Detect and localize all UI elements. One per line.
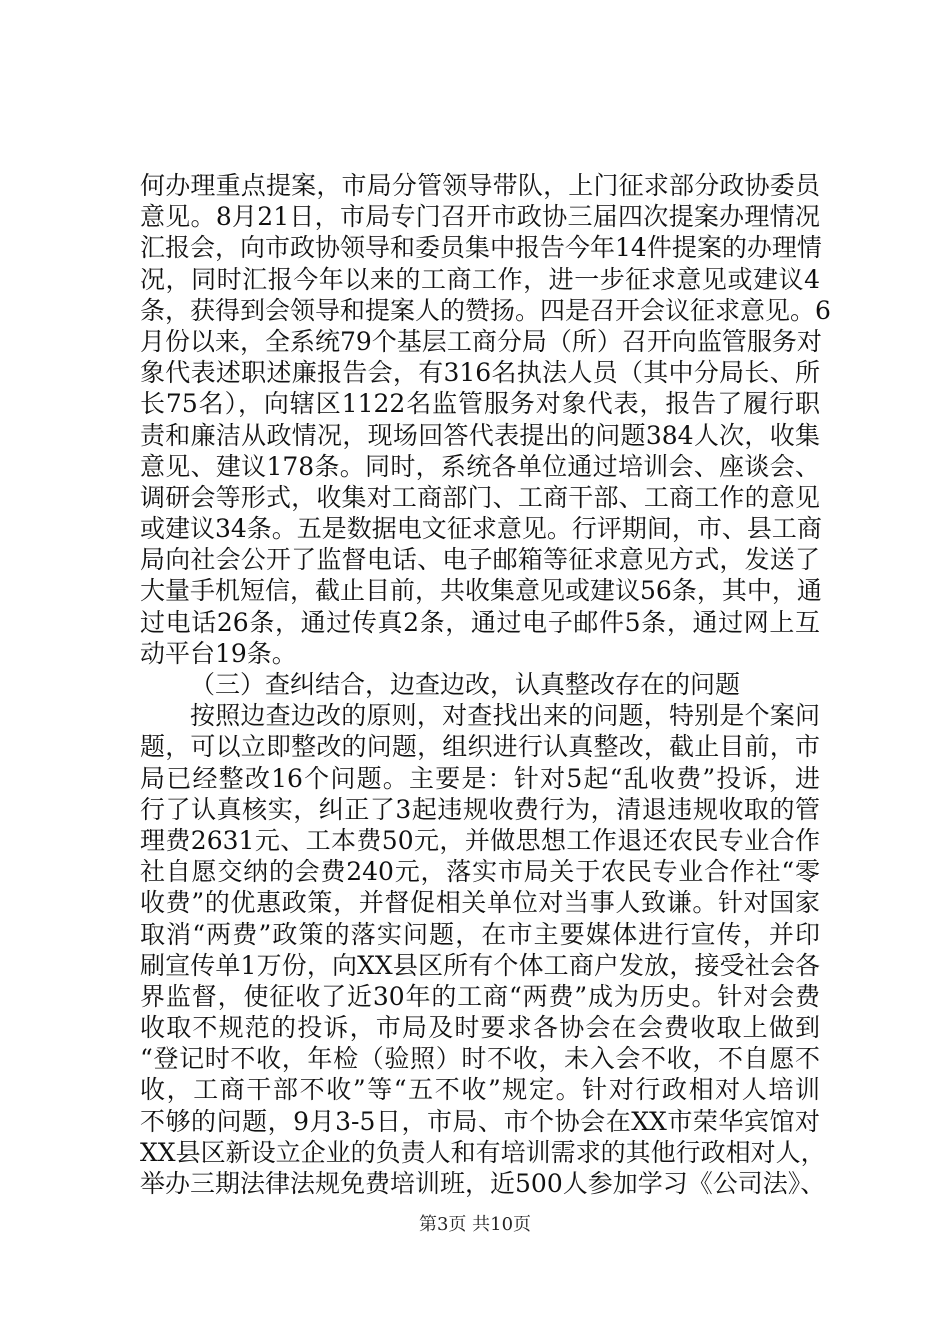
text-line: 大量手机短信，截止目前，共收集意见或建议56条，其中，通 xyxy=(140,576,822,606)
text-line: 动平台19条。 xyxy=(140,638,297,668)
text-line: 月份以来，全系统79个基层工商分局（所）召开向监管服务对 xyxy=(140,326,822,356)
text-line: 刷宣传单1万份，向XX县区所有个体工商户发放，接受社会各 xyxy=(140,950,820,980)
text-line: 理费2631元、工本费50元，并做思想工作退还农民专业合作 xyxy=(140,825,820,855)
text-line: 收费”的优惠政策，并督促相关单位对当事人致谦。针对国家 xyxy=(140,888,820,918)
text-line: 何办理重点提案，市局分管领导带队，上门征求部分政协委员 xyxy=(140,171,820,200)
text-line: 界监督，使征收了近30年的工商“两费”成为历史。针对会费 xyxy=(140,981,820,1011)
text-line: 不够的问题，9月3-5日，市局、市个协会在XX市荣华宾馆对 xyxy=(140,1106,820,1136)
text-line: 收取不规范的投诉，市局及时要求各协会在会费收取上做到 xyxy=(140,1013,820,1043)
text-line: 收，工商干部不收”等“五不收”规定。针对行政相对人培训 xyxy=(140,1075,820,1105)
document-body xyxy=(140,170,831,1199)
text-line: 局已经整改16个问题。主要是：针对5起“乱收费”投诉，进 xyxy=(140,763,820,793)
text-line: 况，同时汇报今年以来的工商工作，进一步征求意见或建议4 xyxy=(140,264,820,294)
text-line: “登记时不收，年检（验照）时不收，未入会不收，不自愿不 xyxy=(140,1044,820,1074)
text-line: XX县区新设立企业的负责人和有培训需求的其他行政相对人， xyxy=(140,1137,826,1167)
text-line: 举办三期法律法规免费培训班，近500人参加学习《公司法》、 xyxy=(140,1169,826,1198)
page-number-footer: 第3页 共10页 xyxy=(418,1214,532,1235)
text-line: 行了认真核实，纠正了3起违规收费行为，清退违规收取的管 xyxy=(140,794,820,824)
text-line: 按照边查边改的原则，对查找出来的问题，特别是个案问 xyxy=(190,701,820,731)
text-line: 调研会等形式，收集对工商部门、工商干部、工商工作的意见 xyxy=(140,482,820,512)
text-line: 长75名），向辖区1122名监管服务对象代表，报告了履行职 xyxy=(140,389,820,419)
text-line: 条，获得到会领导和提案人的赞扬。四是召开会议征求意见。6 xyxy=(140,295,831,325)
text-line: 局向社会公开了监督电话、电子邮箱等征求意见方式，发送了 xyxy=(140,545,820,575)
text-line: 过电话26条，通过传真2条，通过电子邮件5条，通过网上互 xyxy=(140,607,820,637)
text-line: 意见。8月21日，市局专门召开市政协三届四次提案办理情况 xyxy=(140,202,820,232)
text-line: 取消“两费”政策的落实问题，在市主要媒体进行宣传，并印 xyxy=(140,919,820,949)
text-line: 题，可以立即整改的问题，组织进行认真整改，截止目前，市 xyxy=(140,732,820,762)
text-line: 责和廉洁从政情况，现场回答代表提出的问题384人次，收集 xyxy=(140,420,820,450)
text-line: 意见、建议178条。同时，系统各单位通过培训会、座谈会、 xyxy=(140,451,820,481)
text-line: 或建议34条。五是数据电文征求意见。行评期间，市、县工商 xyxy=(140,514,822,544)
text-line: 汇报会，向市政协领导和委员集中报告今年14件提案的办理情 xyxy=(140,233,822,263)
text-line: 社自愿交纳的会费240元，落实市局关于农民专业合作社“零 xyxy=(140,857,820,887)
text-line: 象代表述职述廉报告会，有316名执法人员（其中分局长、所 xyxy=(140,358,820,388)
section-heading: （三）查纠结合，边查边改，认真整改存在的问题 xyxy=(190,670,741,699)
